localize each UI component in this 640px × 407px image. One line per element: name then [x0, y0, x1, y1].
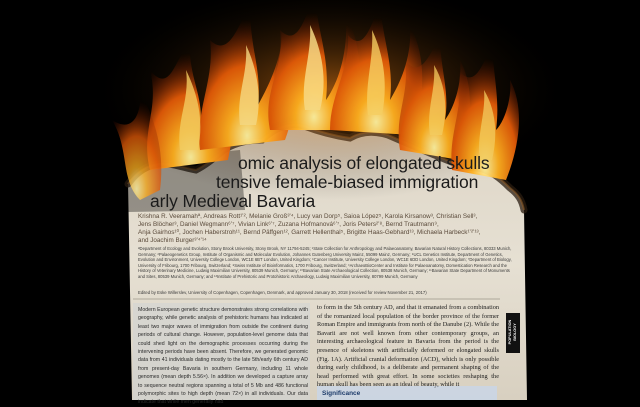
abstract-text: Modern European genetic structure demonstrates strong correlations with geography, while genetic analysis of prehistoric humans has indicated at least two major waves of immigration from outside the continent during periods of cultural change. However, population-level genome data that could shed light on the demographic processes occurring during the intervening periods have been absent. Therefore, we generated genomic data from 41 individuals dating mostly to the late 5th/early 6th century AD from present-day Bavaria in southern Germany, including 11 whole genomes (mean depth 5.56×). In addition we developed a capture array to sequence neutral regions spanning a total of 5 Mb and 486 functional polymorphic sites to high depth (mean 72×) in all individuals. Our data indicate that while men generally had [138, 307, 308, 406]
paper-title-line-3: arly Medieval Bavaria [150, 191, 316, 211]
body-text: to form in the 5th century AD, and that it emanated from a combination of the romanized local population of the border province of the former Roman Empire and immigrants from north of the Danube (2). While the Bavarii are not well known from other contemporary groups, an interesting archaeological feature in Bavaria from the period is the presence of skeletons with artificially deformed or elongated skulls (Fig. 1A). Artificial cranial deformation (ACD), which is only possible during early childhood, is a deliberate and permanent shaping of the head performed with great effort. In some societies reshaping the human skull has been seen as an ideal of beauty, while it [317, 304, 499, 389]
authors-line-1: Krishna R. Veeramahª, Andreas Rott¹ʼ², Melanie Groß³ʼ⁴, Lucy van Dorp⁵, Saioa López⁵, Karola Kirsanow³, Christian Sell³, [138, 213, 478, 220]
section-tab [506, 313, 520, 353]
authors-line-3: Anja Gairhos¹⁰, Jochen Haberstroh¹¹, Bernd Päffgen¹², Garrett Hellenthal⁵, Brigitte Haas-Gebhard¹³, Michaela Harbeck¹ʼ²ʼ¹³, [138, 229, 481, 236]
edited-by: Edited by Eske Willerslev, University of Copenhagen, Copenhagen, Denmark, and approved January 30, 2018 (received for review November 21, 2017) [138, 290, 427, 295]
affiliations: ªDepartment of Ecology and Evolution, Stony Brook University, Stony Brook, NY 11794-5245; ¹State Collection for Anthropology and Palaeoanatomy, Bavarian Natural History Collections, 80333 Munich, Germany; ²Palaeogenetics Group, Institute of Organismic and Molecular Evolution, Johannes Gutenberg University Mainz, 55099 Mainz, Germany; ⁵UCL Genetics Institute, Department of Genetics, Evolution and Environment, University College London, WC1E 6BT London, United Kingdom; ⁶Cancer Institute, University College London, WC1E 6DD London, United Kingdom; ⁷Department of Biology, University of Fribourg, 1700 Fribourg, Switzerland; ⁸Swiss Institute of Bioinformatics, 1700 Fribourg, Switzerland; ⁹ArchaeoBioCenter and Institute for Palaeoanatomy, Domestication Research and the History of Veterinary Medicine, Ludwig Maximilian University, 80539 Munich, Germany; ¹⁰Bavarian State Archaeological Collection, 80538 Munich, Germany; ¹¹Bavarian State Department of Monuments and Sites, 80539 Munich, Germany; and ¹³Institute of Prehistoric and Protohistoric Archaeology, Ludwig Maximilian University, 80799 Munich, Germany [138, 246, 512, 279]
significance-heading: Significance [322, 390, 361, 397]
paper-title-line-1: omic analysis of elongated skulls [238, 153, 490, 173]
section-tab-label: POPULATION BIOLOGY [508, 319, 517, 345]
authors-line-4: and Joachim Burger³ʼ⁴ʼ¹⁴ [138, 237, 207, 244]
paper-title-line-2: tensive female-biased immigration [216, 172, 479, 192]
authors-line-2: Jens Blöcher³, Daniel Wegmann⁶ʼ⁷, Vivian Link⁶ʼ⁷, Zuzana Hofmanová⁶ʼ⁷, Joris Peters²ʼ⁸, Bernd Trautmann⁹, [138, 221, 439, 228]
